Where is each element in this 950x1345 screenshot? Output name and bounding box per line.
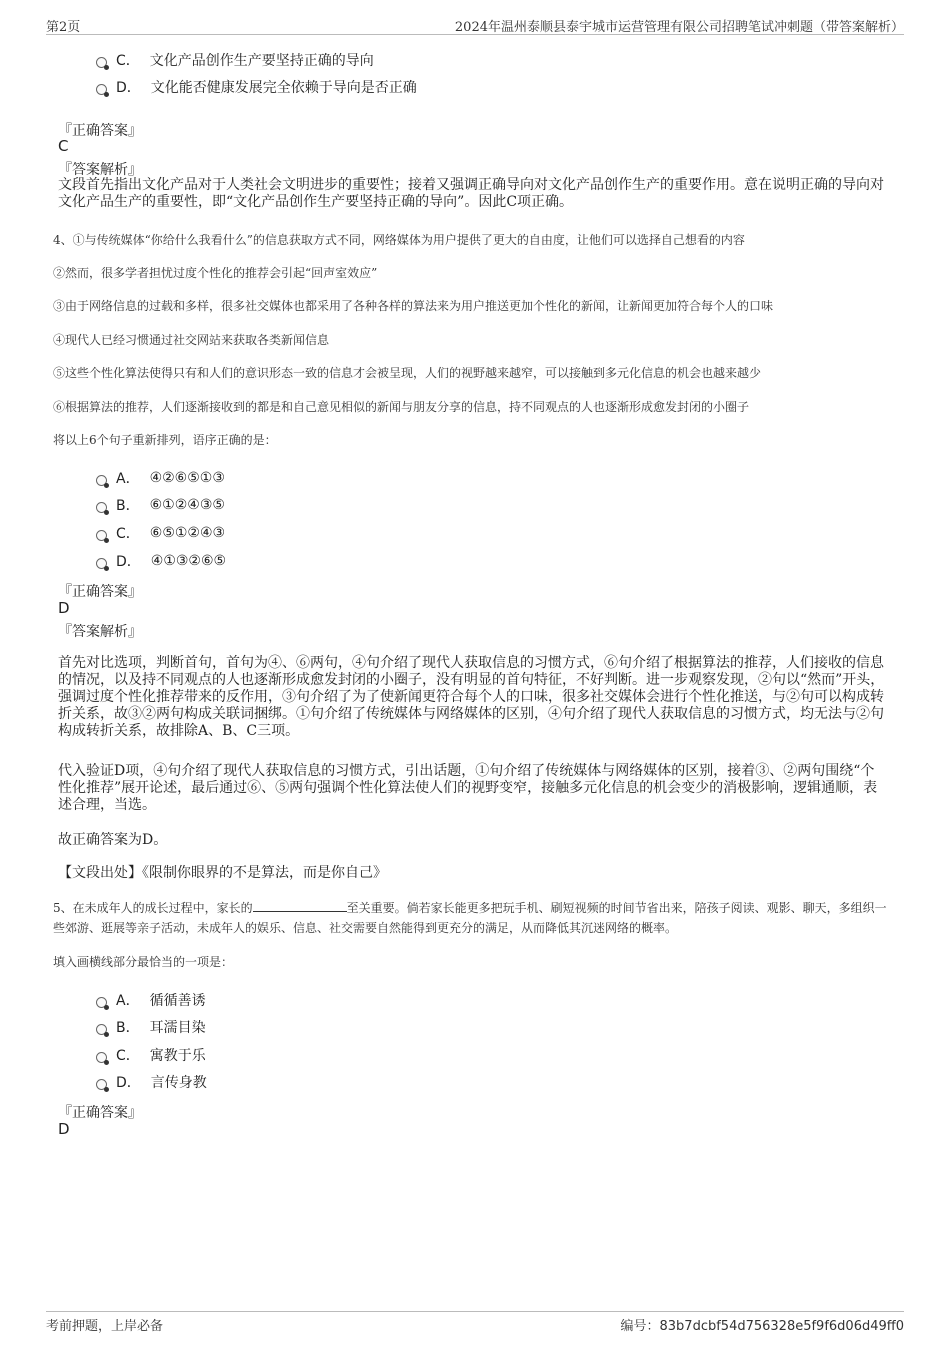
q4-option-a[interactable]: A． ④②⑥⑤①③ (96, 468, 225, 488)
radio-icon[interactable] (96, 1079, 107, 1090)
q3-analysis-label: 『答案解析』 (58, 162, 142, 178)
q4-answer: D (58, 599, 70, 617)
page-header (46, 14, 904, 35)
page-footer (46, 1311, 904, 1334)
q4-option-c[interactable]: C． ⑥⑤①②④③ (96, 523, 225, 543)
radio-icon[interactable] (96, 997, 107, 1008)
q4-analysis-2: 代入验证D项，④句介绍了现代人获取信息的习惯方式，引出话题，①句介绍了传统媒体与网络媒体的区别，接着③、②两句围绕“个性化推荐”展开论述，最后通过⑥、⑤两句强调个性化算法使人们的视野变窄，接触多元化信息的机会变少的消极影响，逻辑通顺，表述合理，当选。 (58, 763, 878, 813)
radio-icon[interactable] (96, 1024, 107, 1035)
radio-icon[interactable] (96, 502, 107, 513)
radio-icon[interactable] (96, 84, 107, 95)
document-title: 2024年温州泰顺县泰宇城市运营管理有限公司招聘笔试冲刺题（带答案解析） (454, 20, 904, 35)
q4-analysis-label: 『答案解析』 (58, 624, 142, 640)
q4-sentence-1: 4、①与传统媒体“你给什么我看什么”的信息获取方式不同，网络媒体为用户提供了更大的自由度，让他们可以选择自己想看的内容 (53, 233, 745, 247)
radio-icon[interactable] (96, 57, 107, 68)
q4-answer-label: 『正确答案』 (58, 584, 142, 600)
q4-sentence-6: ⑥根据算法的推荐，人们逐渐接收到的都是和自己意见相似的新闻与朋友分享的信息，持不同观点的人也逐渐形成愈发封闭的小圈子 (53, 400, 750, 414)
q5-answer: D (58, 1120, 70, 1138)
q5-option-c[interactable]: C． 寓教于乐 (96, 1045, 206, 1065)
radio-icon[interactable] (96, 530, 107, 541)
q3-option-d[interactable]: D． 文化能否健康发展完全依赖于导向是否正确 (96, 77, 417, 97)
fill-blank (253, 898, 347, 912)
q5-stem: 5、在未成年人的成长过程中，家长的 至关重要。倘若家长能更多把玩手机、刷短视频的时间节省出来，陪孩子阅读、观影、聊天，多组织一些郊游、逛展等亲子活动，未成年人的娱乐、信息、社交需要自然能得到更充分的满足，从而降低其沉迷网络的概率。 (53, 898, 893, 938)
q5-prompt: 填入画横线部分最恰当的一项是： (53, 955, 234, 969)
radio-icon[interactable] (96, 1052, 107, 1063)
page-number: 第2页 (46, 20, 81, 35)
q5-option-a[interactable]: A． 循循善诱 (96, 990, 206, 1010)
q3-answer: C (58, 137, 69, 155)
q4-prompt: 将以上6个句子重新排列，语序正确的是： (53, 433, 277, 447)
radio-icon[interactable] (96, 558, 107, 569)
q3-answer-label: 『正确答案』 (58, 123, 142, 139)
q5-answer-label: 『正确答案』 (58, 1105, 142, 1121)
q4-option-b[interactable]: B． ⑥①②④③⑤ (96, 495, 225, 515)
radio-icon[interactable] (96, 475, 107, 486)
footer-doc-id: 编号：83b7dcbf54d756328e5f9f6d06d49ff0 (620, 1319, 904, 1334)
q4-source: 【文段出处】《限制你眼界的不是算法，而是你自己》 (58, 865, 387, 881)
q3-analysis: 文段首先指出文化产品对于人类社会文明进步的重要性；接着又强调正确导向对文化产品创作生产的重要作用。意在说明正确的导向对文化产品生产的重要性，即“文化产品创作生产要坚持正确的导向”。因此C项正确。 (58, 177, 884, 210)
q4-analysis-3: 故正确答案为D。 (58, 832, 168, 848)
q4-sentence-3: ③由于网络信息的过载和多样，很多社交媒体也都采用了各种各样的算法来为用户推送更加个性化的新闻，让新闻更加符合每个人的口味 (53, 299, 774, 313)
q5-option-b[interactable]: B． 耳濡目染 (96, 1017, 206, 1037)
q4-option-d[interactable]: D． ④①③②⑥⑤ (96, 551, 226, 571)
q4-analysis-1: 首先对比选项，判断首句，首句为④、⑥两句，④句介绍了现代人获取信息的习惯方式，⑥句介绍了根据算法的推荐，人们接收的信息的情况，以及持不同观点的人也逐渐形成愈发封闭的小圈子，没有明显的首句特征，不好判断。进一步观察发现，②句以“然而”开头，强调过度个性化推荐带来的反作用，③句介绍了为了使新闻更符合每个人的口味，很多社交媒体会进行个性化推送，与②句可以构成转折关系，故③②两句构成关联词捆绑。①句介绍了传统媒体与网络媒体的区别，④句介绍了现代人获取信息的习惯方式，均无法与②句构成转折关系，故排除A、B、C三项。 (58, 655, 885, 739)
q3-option-c[interactable]: C． 文化产品创作生产要坚持正确的导向 (96, 50, 374, 70)
q4-sentence-4: ④现代人已经习惯通过社交网站来获取各类新闻信息 (53, 333, 330, 347)
q4-sentence-2: ②然而，很多学者担忧过度个性化的推荐会引起“回声室效应” (53, 266, 378, 280)
q4-sentence-5: ⑤这些个性化算法使得只有和人们的意识形态一致的信息才会被呈现，人们的视野越来越窄，可以接触到多元化信息的机会也越来越少 (53, 366, 762, 380)
footer-slogan: 考前押题，上岸必备 (46, 1319, 164, 1334)
q5-option-d[interactable]: D． 言传身教 (96, 1072, 207, 1092)
